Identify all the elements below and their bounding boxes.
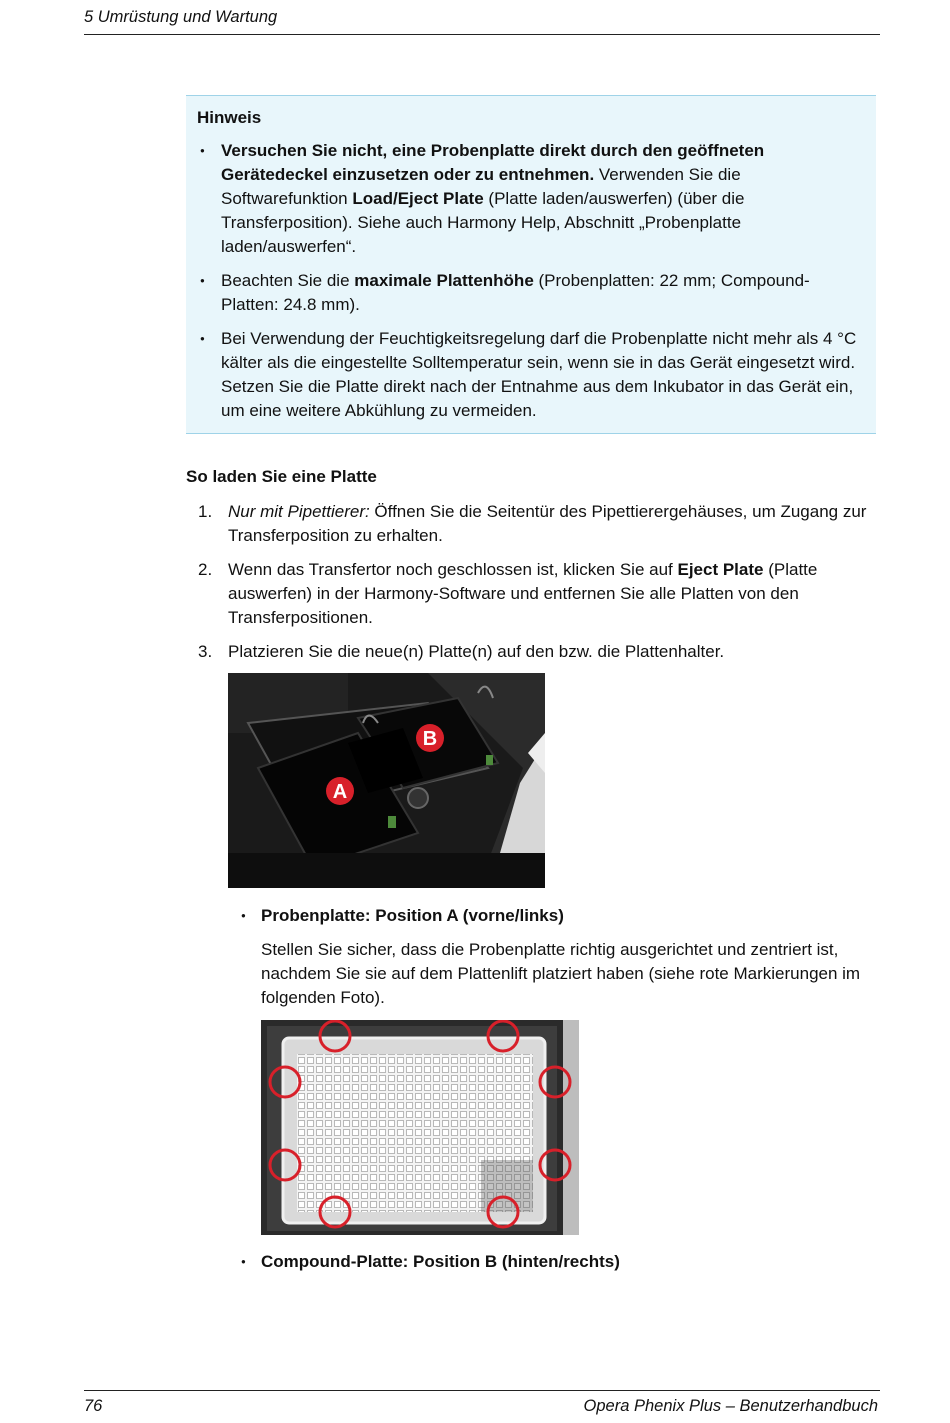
bullet-list-b [240,1250,880,1274]
note-item: ● Bei Verwendung der Feuchtigkeitsregelung darf die Probenplatte nicht mehr als 4 °C kälter als die eingestellte Solltemperatur sein, wenn sie in das Gerät eingesetzt wird. Setzen Sie die Platte direkt nach der Entnahme aus dem Inkubator in das Gerät ein, um eine weitere Abkühlung zu vermeiden. [197,327,867,423]
note-item: ● Versuchen Sie nicht, eine Probenplatte direkt durch den geöffneten Gerätedeckel einzusetzen oder zu entnehmen. Verwenden Sie die Softwarefunktion Load/Eject Plate (Platte laden/auswerfen) (über die Transferposition). Siehe auch Harmony Help, Abschnitt „Probenplatte laden/auswerfen“. [197,139,867,259]
position-a-label: A [332,781,348,803]
bullet-position-b: ● Compound-Platte: Position B (hinten/rechts) [240,1250,880,1274]
bullet-position-a: ● Probenplatte: Position A (vorne/links) [240,904,880,928]
plate-alignment-photo [261,1020,579,1235]
steps-list [186,500,886,674]
note-box [186,95,876,434]
note-list [197,139,867,433]
step-item: 3. Platzieren Sie die neue(n) Platte(n) auf den bzw. die Plattenhalter. [198,642,725,661]
page-header [84,6,880,35]
chapter-title: 5 Umrüstung und Wartung [84,8,278,26]
page-number: 76 [84,1397,103,1415]
page-footer [84,1390,880,1421]
step-item: 1. Nur mit Pipettierer: Öffnen Sie die Seitentür des Pipettierergehäuses, um Zugang zur Transferposition zu erhalten. [198,502,867,545]
step-item: 2. Wenn das Transfertor noch geschlossen ist, klicken Sie auf Eject Plate (Platte auswerfen) in der Harmony-Software und entfernen Sie alle Platten von den Transferpositionen. [198,560,818,627]
plate-holders-photo [228,673,545,888]
note-item: ● Beachten Sie die maximale Plattenhöhe (Probenplatten: 22 mm; Compound-Platten: 24.8 mm). [197,269,867,317]
alignment-paragraph: Stellen Sie sicher, dass die Probenplatte richtig ausgerichtet und zentriert ist, nachdem Sie sie auf dem Plattenlift platziert haben (siehe rote Markierungen im folgenden Foto). [261,940,861,1007]
bullet-list-a [240,904,880,928]
position-b-label: B [422,728,438,750]
section-title: So laden Sie eine Platte [186,467,377,486]
manual-title: Opera Phenix Plus – Benutzerhandbuch [583,1397,878,1415]
note-title: Hinweis [197,108,262,127]
